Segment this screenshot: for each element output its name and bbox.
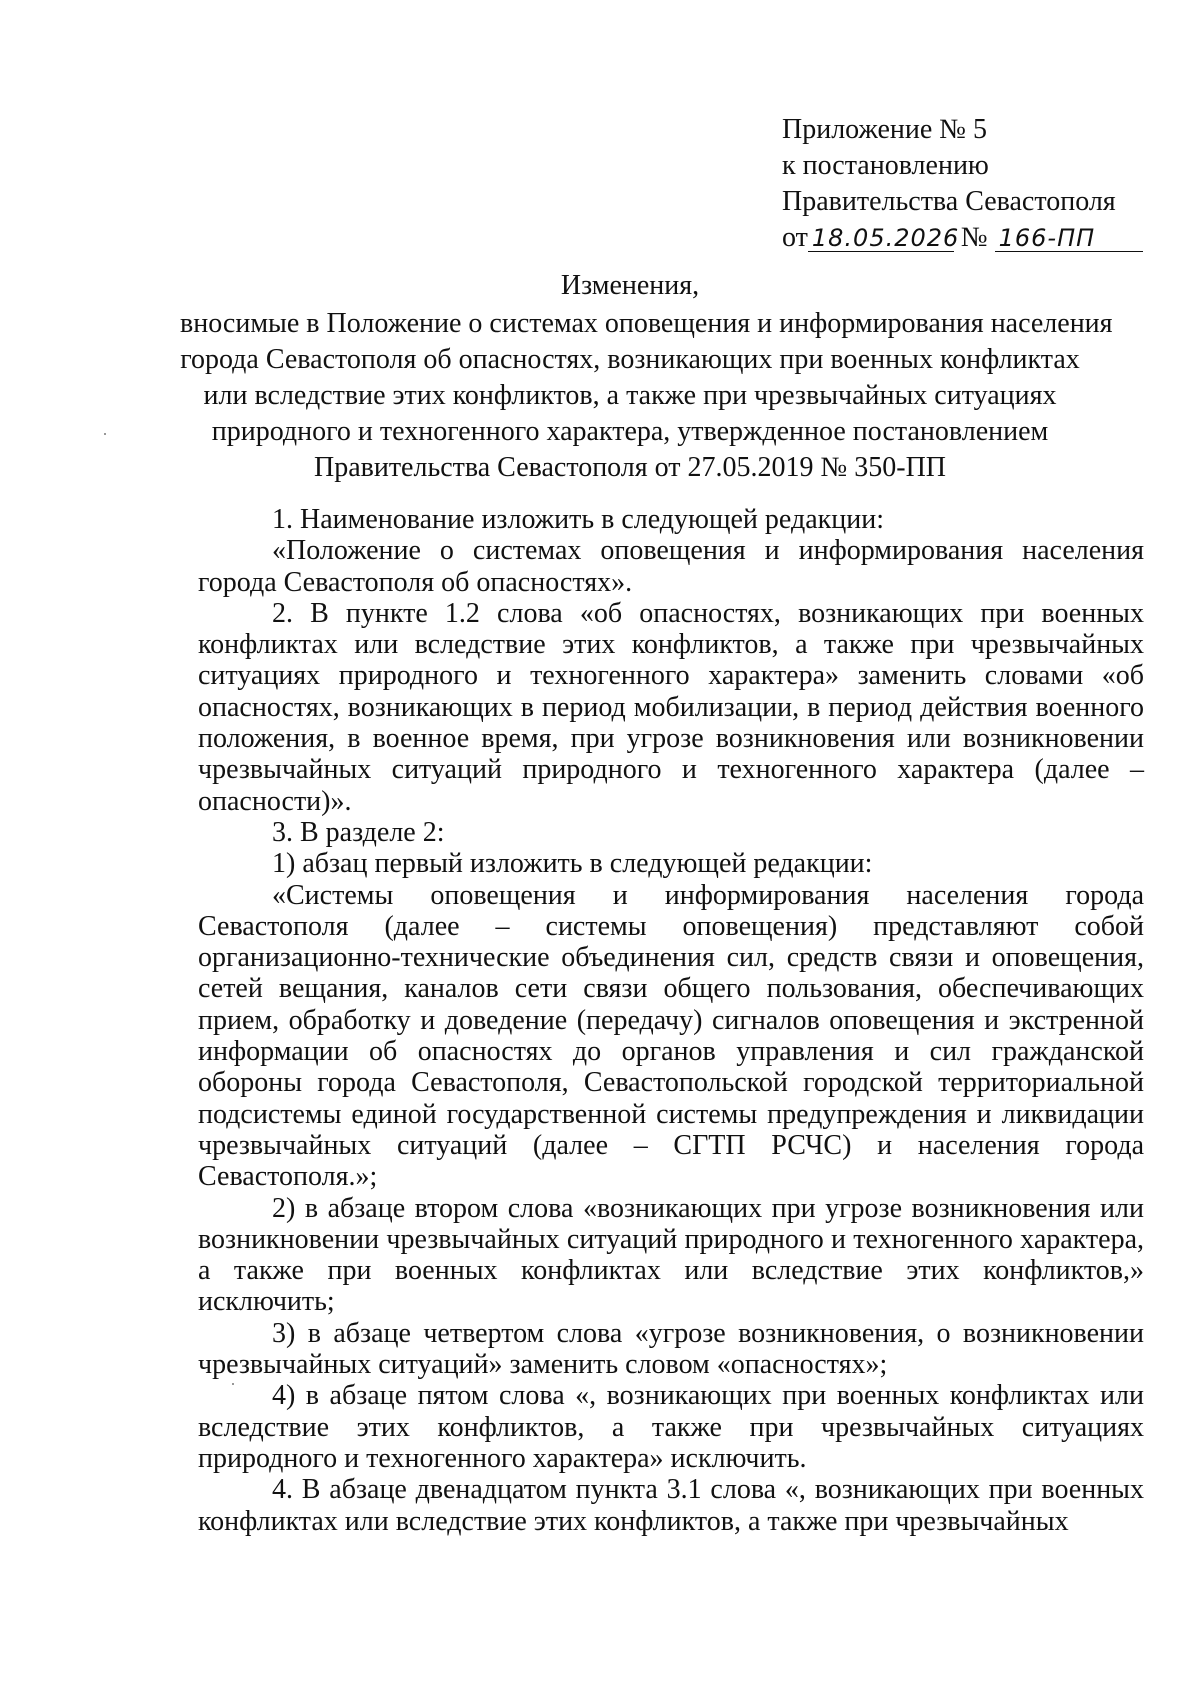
title-line: города Севастополя об опасностях, возникающих при военных конфликтах [180, 344, 1080, 375]
title-heading: Изменения, [560, 270, 700, 301]
paragraph: 2. В пункте 1.2 слова «об опасностях, возникающих при военных конфликтах или вследствие этих конфликтов, а также при чрезвычайных ситуациях природного и техногенного характера» заменить словами «об опасностях, возникающих в период мобилизации, в период действия военного положения, в военное время, при угрозе возникновения или возникновении чрезвычайных ситуаций природного и техногенного характера (далее – опасности)». [198, 597, 1144, 817]
scan-speck [232, 1383, 234, 1385]
paragraph: 4) в абзаце пятом слова «, возникающих при военных конфликтах или вследствие этих конфликтов, а также при чрезвычайных ситуациях природного и техногенного характера» исключить. [198, 1380, 1144, 1474]
handwritten-number: 166-ПП [995, 225, 1143, 252]
number-prefix: № [960, 222, 988, 253]
annex-resolution-ref: к постановлению [782, 150, 989, 181]
paragraph: 3) в абзаце четвертом слова «угрозе возникновения, о возникновении чрезвычайных ситуаций» заменить словом «опасностях»; [198, 1317, 1144, 1381]
paragraph: 1. Наименование изложить в следующей редакции: [272, 504, 884, 535]
annex-block [782, 112, 1182, 256]
title-line: природного и техногенного характера, утвержденное постановлением [211, 416, 1049, 447]
date-prefix: от [782, 222, 808, 253]
title-line: Правительства Севастополя от 27.05.2019 № 350-ПП [313, 452, 947, 483]
annex-issuer: Правительства Севастополя [782, 186, 1116, 217]
paragraph: 4. В абзаце двенадцатом пункта 3.1 слова «, возникающих при военных конфликтах или вследствие этих конфликтов, а также при чрезвычайных [198, 1474, 1144, 1537]
handwritten-date: 18.05.2026 [808, 225, 954, 252]
title-line: или вследствие этих конфликтов, а также при чрезвычайных ситуациях [203, 380, 1057, 411]
document-title [180, 268, 1113, 486]
annex-date-line [782, 220, 1182, 256]
paragraph: «Системы оповещения и информирования населения города Севастополя (далее – системы оповещения) представляют собой организационно-технические объединения сил, средств связи и оповещения, сетей вещания, каналов сети связи общего пользования, обеспечивающих прием, обработку и доведение (передачу) сигналов оповещения и экстренной информации об опасностях до органов управления и сил гражданской обороны города Севастополя, Севастопольской городской территориальной подсистемы единой государственной системы предупреждения и ликвидации чрезвычайных ситуаций (далее – СГТП РСЧС) и населения города Севастополя.»; [198, 879, 1144, 1193]
title-line: вносимые в Положение о системах оповещения и информирования населения [180, 308, 1113, 339]
paragraph: 2) в абзаце втором слова «возникающих при угрозе возникновения или возникновении чрезвычайных ситуаций природного и техногенного характера, а также при военных конфликтах или вследствие этих конфликтов,» исключить; [198, 1192, 1144, 1318]
document-body [198, 504, 1144, 1537]
scan-speck [104, 433, 106, 435]
paragraph: 1) абзац первый изложить в следующей редакции: [272, 848, 873, 880]
paragraph: «Положение о системах оповещения и информирования населения города Севастополя об опасностях». [198, 535, 1144, 598]
annex-number: Приложение № 5 [782, 114, 987, 145]
paragraph: 3. В разделе 2: [272, 816, 445, 848]
title-subtitle [180, 306, 1113, 486]
